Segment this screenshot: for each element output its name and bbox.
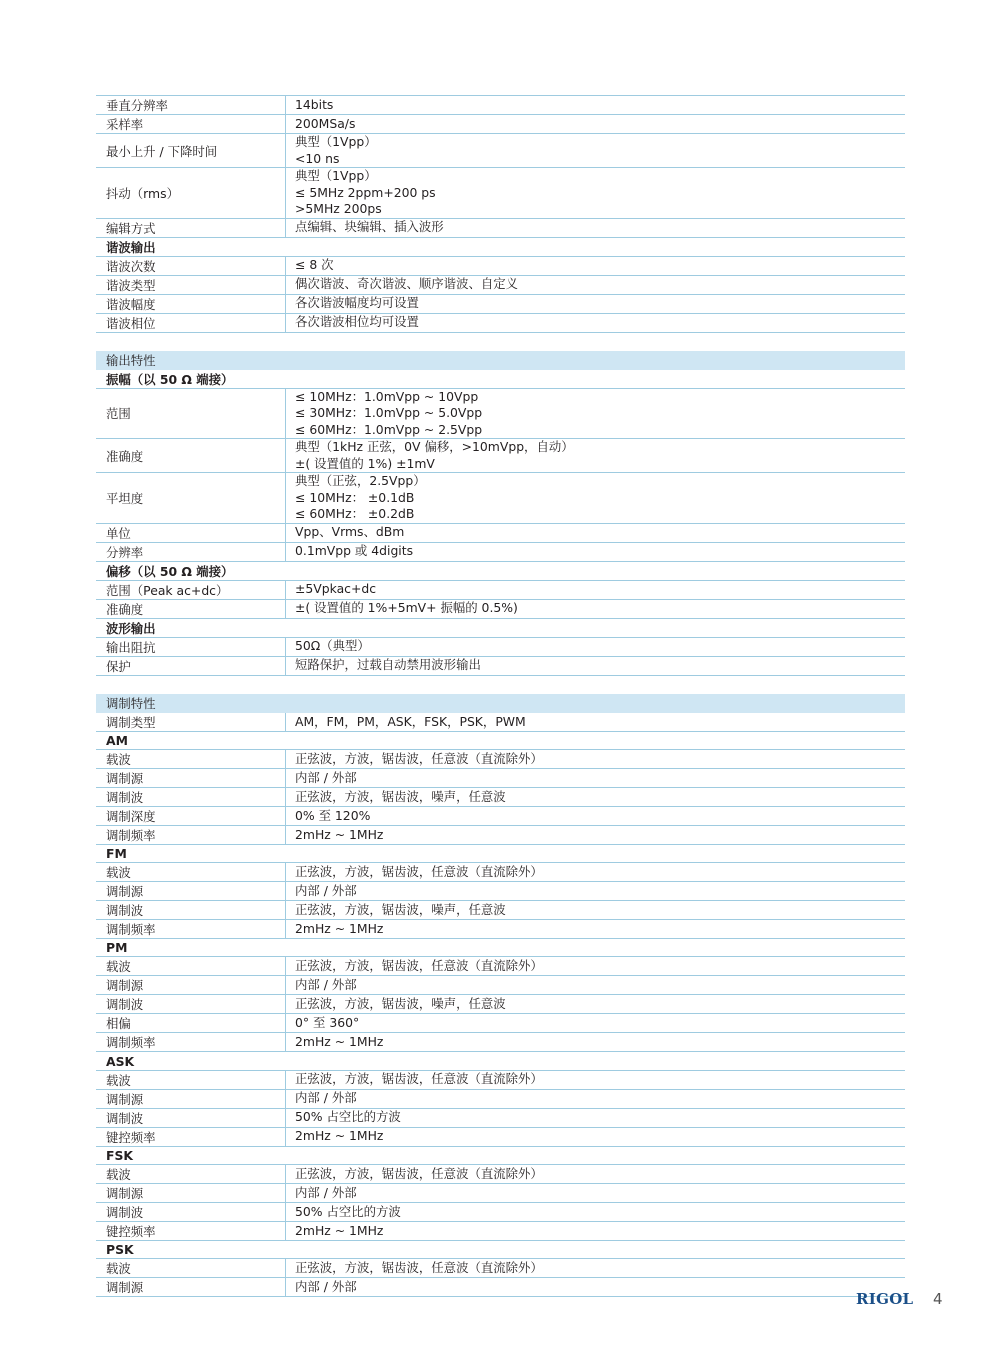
spec-value-line: 内部 / 外部: [295, 1278, 357, 1294]
spec-row: [96, 1033, 905, 1052]
spec-value: [286, 638, 905, 656]
spec-value: [286, 957, 905, 975]
page-number: 4: [933, 1290, 943, 1308]
spec-label: 谐波相位: [96, 314, 286, 332]
spec-value: [286, 257, 905, 275]
spec-row: [96, 257, 905, 276]
spec-value: [286, 439, 905, 472]
spec-value-line: ≤ 8 次: [295, 257, 334, 273]
spec-label: 单位: [96, 524, 286, 542]
spec-value-line: 典型（正弦，2.5Vpp）: [295, 473, 426, 489]
spec-value: [286, 1033, 905, 1051]
spec-row: [96, 1165, 905, 1184]
section-spacer: [96, 676, 905, 694]
spec-value-line: 正弦波，方波，锯齿波，任意波（直流除外）: [295, 1259, 543, 1275]
spec-row: [96, 1203, 905, 1222]
spec-label: 调制频率: [96, 826, 286, 844]
spec-row: [96, 1071, 905, 1090]
spec-row: [96, 314, 905, 333]
spec-row: [96, 168, 905, 219]
spec-value-line: ≤ 10MHz：1.0mVpp ~ 10Vpp: [295, 388, 479, 404]
spec-value-line: ±( 设置值的 1%) ±1mV: [295, 455, 435, 471]
spec-label: 抖动（rms）: [96, 168, 286, 218]
spec-row: [96, 976, 905, 995]
spec-value-line: 点编辑、块编辑、插入波形: [295, 219, 444, 235]
spec-value-line: 正弦波，方波，锯齿波，任意波（直流除外）: [295, 958, 543, 974]
spec-label: 谐波幅度: [96, 295, 286, 313]
spec-label: 保护: [96, 657, 286, 675]
spec-value-line: 50Ω（典型）: [295, 638, 370, 654]
spec-row: [96, 1090, 905, 1109]
spec-value-line: 各次谐波幅度均可设置: [295, 295, 419, 311]
spec-label: 调制频率: [96, 1033, 286, 1051]
spec-label: 范围: [96, 389, 286, 439]
spec-row: [96, 439, 905, 473]
spec-value-line: 典型（1kHz 正弦，0V 偏移，>10mVpp，自动）: [295, 439, 574, 455]
spec-value: [286, 713, 905, 731]
spec-value: [286, 1184, 905, 1202]
spec-label: 调制类型: [96, 713, 286, 731]
spec-value-line: 200MSa/s: [295, 115, 356, 131]
spec-label: 调制源: [96, 882, 286, 900]
spec-label: 载波: [96, 1165, 286, 1183]
spec-value-line: 正弦波，方波，锯齿波，任意波（直流除外）: [295, 1165, 543, 1181]
spec-label: 载波: [96, 957, 286, 975]
spec-value-line: 内部 / 外部: [295, 883, 357, 898]
spec-row: [96, 769, 905, 788]
spec-value-line: Vpp、Vrms、dBm: [295, 524, 405, 540]
spec-value: [286, 788, 905, 806]
spec-value-line: 50% 占空比的方波: [295, 1203, 401, 1219]
spec-row: [96, 581, 905, 600]
spec-value: [286, 295, 905, 313]
spec-value-line: <10 ns: [295, 150, 340, 166]
section-header: 输出特性: [96, 351, 905, 370]
spec-label: 调制波: [96, 995, 286, 1013]
spec-row: [96, 473, 905, 524]
spec-value-line: 正弦波，方波，锯齿波，任意波（直流除外）: [295, 864, 543, 879]
spec-value: [286, 920, 905, 938]
spec-label: 准确度: [96, 439, 286, 472]
spec-row: [96, 657, 905, 676]
spec-value: [286, 826, 905, 844]
spec-label: 调制源: [96, 769, 286, 787]
spec-value: [286, 600, 905, 618]
spec-value: [286, 1014, 905, 1032]
spec-value-line: 0% 至 120%: [295, 807, 371, 823]
spec-value-line: 2mHz ~ 1MHz: [295, 921, 384, 936]
spec-value: [286, 863, 905, 881]
subsection-header: 振幅（以 50 Ω 端接）: [96, 370, 905, 389]
spec-value: [286, 1128, 905, 1146]
subsection-header: PSK: [96, 1241, 905, 1259]
spec-row: [96, 826, 905, 845]
spec-row: [96, 1278, 905, 1297]
spec-row: [96, 95, 905, 115]
spec-label: 范围（Peak ac+dc）: [96, 581, 286, 599]
subsection-header: ASK: [96, 1052, 905, 1070]
subsection-header: PM: [96, 939, 905, 957]
spec-label: 输出阻抗: [96, 638, 286, 656]
spec-row: [96, 1184, 905, 1203]
spec-table: [96, 95, 905, 1297]
spec-value: [286, 995, 905, 1013]
spec-value: [286, 581, 905, 599]
spec-value-line: 0.1mVpp 或 4digits: [295, 543, 414, 559]
spec-label: 调制深度: [96, 807, 286, 825]
spec-value: [286, 1109, 905, 1127]
spec-value: [286, 219, 905, 237]
spec-value: [286, 750, 905, 768]
spec-row: [96, 276, 905, 295]
spec-value-line: ≤ 5MHz 2ppm+200 ps: [295, 184, 436, 200]
spec-value-line: >5MHz 200ps: [295, 201, 382, 216]
spec-label: 键控频率: [96, 1222, 286, 1240]
spec-row: [96, 524, 905, 543]
spec-label: 相偏: [96, 1014, 286, 1032]
spec-value-line: 内部 / 外部: [295, 977, 357, 993]
spec-label: 键控频率: [96, 1128, 286, 1146]
spec-row: [96, 1222, 905, 1241]
spec-value-line: 正弦波，方波，锯齿波，任意波（直流除外）: [295, 750, 543, 766]
spec-row: [96, 600, 905, 619]
spec-label: 载波: [96, 1259, 286, 1277]
spec-row: [96, 543, 905, 562]
subsection-header: 偏移（以 50 Ω 端接）: [96, 562, 905, 581]
spec-row: [96, 1109, 905, 1128]
spec-label: 调制源: [96, 1278, 286, 1296]
spec-row: [96, 134, 905, 168]
spec-row: [96, 115, 905, 134]
subsection-header: FSK: [96, 1147, 905, 1165]
spec-row: [96, 219, 905, 238]
spec-value-line: 内部 / 外部: [295, 1184, 357, 1200]
spec-value: [286, 976, 905, 994]
spec-value-line: 内部 / 外部: [295, 769, 357, 785]
spec-value-line: 正弦波，方波，锯齿波，噪声，任意波: [295, 902, 506, 917]
spec-row: [96, 389, 905, 440]
spec-label: 编辑方式: [96, 219, 286, 237]
spec-value-line: ±( 设置值的 1%+5mV+ 振幅的 0.5%): [295, 600, 518, 616]
spec-label: 谐波次数: [96, 257, 286, 275]
spec-row: [96, 882, 905, 901]
spec-value: [286, 1071, 905, 1089]
subsection-header: FM: [96, 845, 905, 863]
spec-value: [286, 882, 905, 900]
spec-value-line: 内部 / 外部: [295, 1090, 357, 1106]
spec-row: [96, 788, 905, 807]
spec-value: [286, 1165, 905, 1183]
spec-label: 垂直分辨率: [96, 96, 286, 114]
spec-value: [286, 115, 905, 133]
subsection-header: 谐波输出: [96, 238, 905, 257]
spec-value-line: 2mHz ~ 1MHz: [295, 826, 384, 842]
spec-value: [286, 901, 905, 919]
spec-label: 准确度: [96, 600, 286, 618]
spec-value-line: 正弦波，方波，锯齿波，噪声，任意波: [295, 996, 506, 1012]
spec-row: [96, 1259, 905, 1278]
rigol-logo: RIGOL: [856, 1290, 914, 1308]
spec-label: 调制波: [96, 901, 286, 919]
spec-label: 采样率: [96, 115, 286, 133]
spec-value: [286, 1278, 905, 1296]
spec-label: 谐波类型: [96, 276, 286, 294]
spec-value-line: ≤ 60MHz：1.0mVpp ~ 2.5Vpp: [295, 421, 483, 437]
spec-value: [286, 389, 905, 439]
spec-label: 调制波: [96, 1109, 286, 1127]
spec-value-line: ≤ 30MHz：1.0mVpp ~ 5.0Vpp: [295, 405, 483, 421]
spec-row: [96, 920, 905, 939]
spec-value: [286, 769, 905, 787]
spec-row: [96, 995, 905, 1014]
spec-row: [96, 750, 905, 769]
spec-row: [96, 713, 905, 732]
spec-value-line: 2mHz ~ 1MHz: [295, 1128, 384, 1144]
spec-value: [286, 543, 905, 561]
spec-value-line: 短路保护，过载自动禁用波形输出: [295, 657, 481, 673]
spec-label: 最小上升 / 下降时间: [96, 134, 286, 167]
spec-value: [286, 473, 905, 523]
section-spacer: [96, 333, 905, 351]
spec-value: [286, 524, 905, 542]
spec-row: [96, 1014, 905, 1033]
spec-row: [96, 295, 905, 314]
spec-value: [286, 1222, 905, 1240]
spec-value: [286, 1259, 905, 1277]
spec-value: [286, 1203, 905, 1221]
spec-value-line: 正弦波，方波，锯齿波，噪声，任意波: [295, 788, 506, 804]
spec-value-line: 典型（1Vpp）: [295, 134, 377, 149]
spec-value: [286, 807, 905, 825]
spec-label: 载波: [96, 750, 286, 768]
spec-row: [96, 957, 905, 976]
spec-value-line: 典型（1Vpp）: [295, 168, 377, 183]
spec-label: 载波: [96, 1071, 286, 1089]
spec-value-line: AM，FM，PM，ASK，FSK，PSK，PWM: [295, 713, 526, 729]
spec-row: [96, 1128, 905, 1147]
spec-value: [286, 276, 905, 294]
spec-value-line: 各次谐波相位均可设置: [295, 314, 419, 330]
spec-value-line: 2mHz ~ 1MHz: [295, 1034, 384, 1050]
spec-value: [286, 96, 905, 114]
spec-row: [96, 863, 905, 882]
spec-value-line: 正弦波，方波，锯齿波，任意波（直流除外）: [295, 1071, 543, 1087]
spec-label: 调制频率: [96, 920, 286, 938]
spec-value-line: 14bits: [295, 96, 334, 112]
spec-label: 载波: [96, 863, 286, 881]
spec-label: 调制波: [96, 1203, 286, 1221]
spec-label: 调制波: [96, 788, 286, 806]
spec-row: [96, 901, 905, 920]
spec-value: [286, 314, 905, 332]
spec-value-line: 偶次谐波、奇次谐波、顺序谐波、自定义: [295, 276, 519, 292]
spec-label: 调制源: [96, 976, 286, 994]
spec-value-line: 2mHz ~ 1MHz: [295, 1222, 384, 1238]
spec-row: [96, 638, 905, 657]
spec-value-line: ≤ 10MHz： ±0.1dB: [295, 489, 415, 505]
spec-value-line: 0° 至 360°: [295, 1015, 360, 1031]
spec-value: [286, 657, 905, 675]
spec-row: [96, 807, 905, 826]
spec-value: [286, 134, 905, 167]
spec-label: 分辨率: [96, 543, 286, 561]
subsection-header: 波形输出: [96, 619, 905, 638]
spec-value: [286, 1090, 905, 1108]
spec-label: 平坦度: [96, 473, 286, 523]
section-header: 调制特性: [96, 694, 905, 713]
spec-label: 调制源: [96, 1184, 286, 1202]
spec-value-line: ≤ 60MHz： ±0.2dB: [295, 506, 415, 522]
spec-value-line: ±5Vpkac+dc: [295, 581, 377, 597]
spec-label: 调制源: [96, 1090, 286, 1108]
spec-value-line: 50% 占空比的方波: [295, 1109, 401, 1125]
subsection-header: AM: [96, 732, 905, 750]
spec-value: [286, 168, 905, 218]
